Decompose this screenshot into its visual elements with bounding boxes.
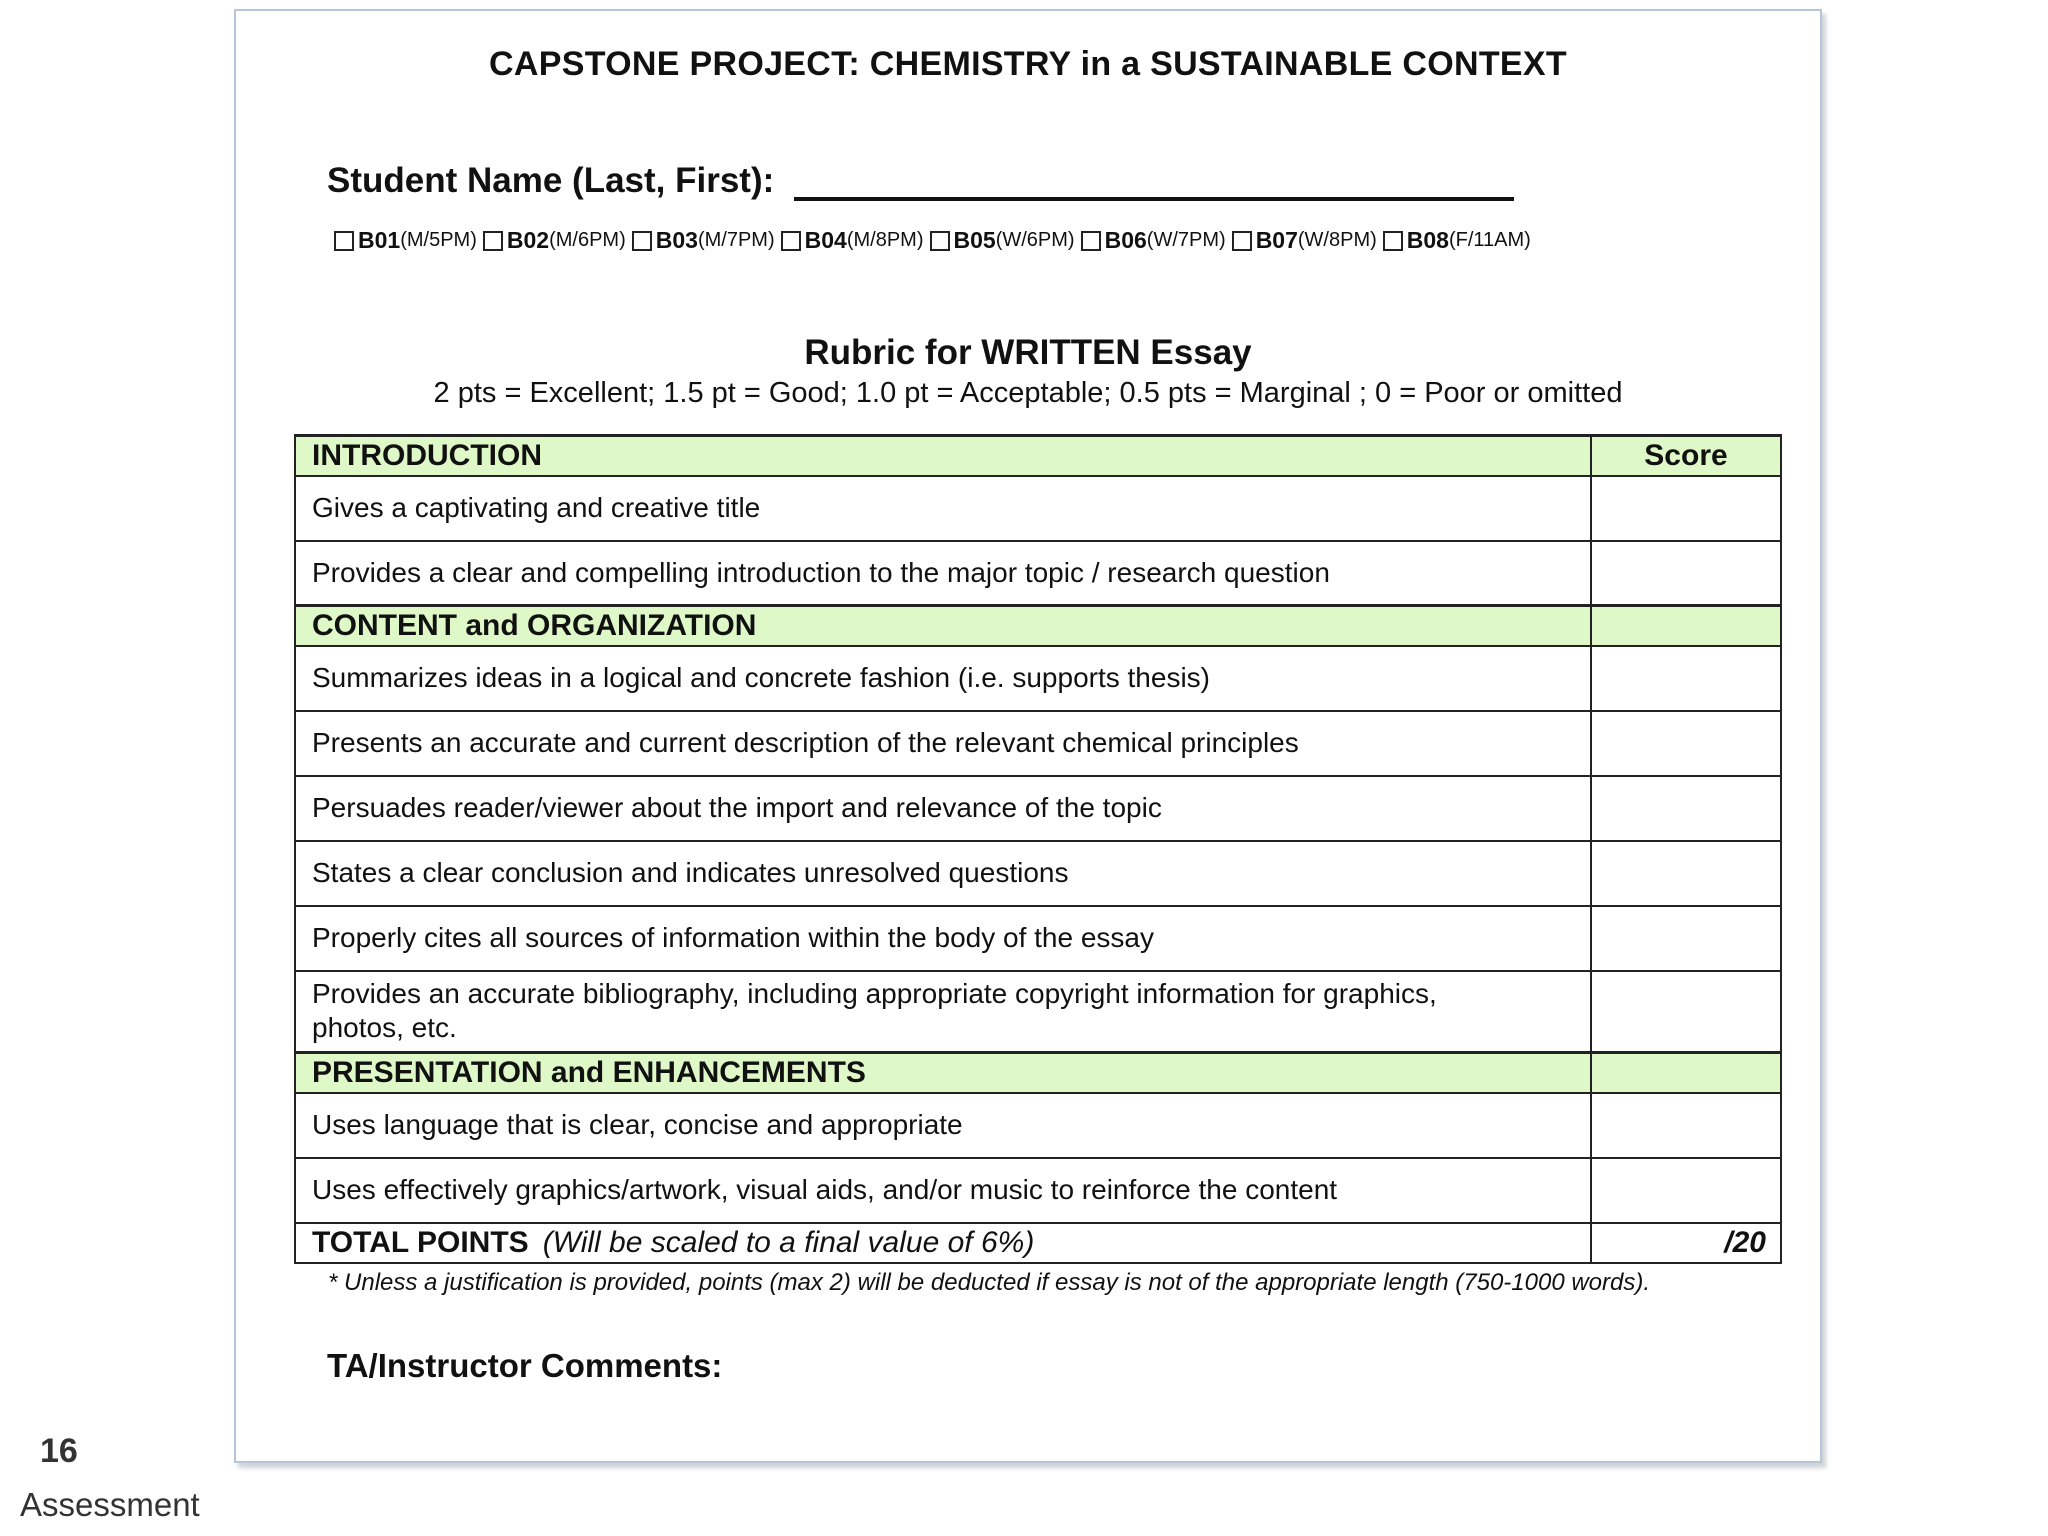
comments-label: TA/Instructor Comments: bbox=[327, 1347, 723, 1384]
rubric-scale: 2 pts = Excellent; 1.5 pt = Good; 1.0 pt = Acceptable; 0.5 pts = Marginal ; 0 = Poor or omitted bbox=[433, 377, 1623, 409]
group-heading: PRESENTATION and ENHANCEMENTS bbox=[295, 1053, 1591, 1093]
checkbox[interactable] bbox=[334, 231, 354, 251]
checkbox[interactable] bbox=[483, 231, 503, 251]
criterion-text: Properly cites all sources of information within the body of the essay bbox=[295, 906, 1591, 971]
table-row bbox=[295, 646, 1781, 711]
score-cell[interactable] bbox=[1591, 646, 1781, 711]
score-cell[interactable] bbox=[1591, 906, 1781, 971]
section-option-b08[interactable]: B08 (F/11AM) bbox=[1383, 227, 1531, 254]
score-cell[interactable] bbox=[1591, 711, 1781, 776]
section-option-b05[interactable]: B05 (W/6PM) bbox=[930, 227, 1075, 254]
document-title: CAPSTONE PROJECT: CHEMISTRY in a SUSTAINABLE CONTEXT bbox=[489, 45, 1567, 83]
section-options bbox=[334, 227, 1537, 254]
rubric-table bbox=[294, 434, 1782, 1264]
score-cell[interactable] bbox=[1591, 476, 1781, 541]
total-label: TOTAL POINTS bbox=[312, 1225, 529, 1259]
criterion-text: Uses language that is clear, concise and appropriate bbox=[295, 1093, 1591, 1158]
checkbox[interactable] bbox=[1232, 231, 1252, 251]
criterion-text: States a clear conclusion and indicates unresolved questions bbox=[295, 841, 1591, 906]
table-row bbox=[295, 971, 1781, 1053]
checkbox[interactable] bbox=[781, 231, 801, 251]
total-note: (Will be scaled to a final value of 6%) bbox=[542, 1225, 1035, 1259]
criterion-text: Gives a captivating and creative title bbox=[295, 476, 1591, 541]
table-row bbox=[295, 776, 1781, 841]
score-cell[interactable] bbox=[1591, 841, 1781, 906]
group-header-row bbox=[295, 1053, 1781, 1093]
group-heading: CONTENT and ORGANIZATION bbox=[295, 606, 1591, 646]
rubric-document bbox=[234, 9, 1822, 1463]
checkbox[interactable] bbox=[1081, 231, 1101, 251]
total-row bbox=[295, 1223, 1781, 1263]
criterion-text: Persuades reader/viewer about the import and relevance of the topic bbox=[295, 776, 1591, 841]
score-header-blank bbox=[1591, 1053, 1781, 1093]
group-header-row bbox=[295, 436, 1781, 476]
rubric-title: Rubric for WRITTEN Essay bbox=[804, 333, 1252, 372]
criterion-text: Presents an accurate and current description of the relevant chemical principles bbox=[295, 711, 1591, 776]
slide-section-label: Assessment bbox=[20, 1486, 200, 1523]
score-cell[interactable] bbox=[1591, 1158, 1781, 1223]
slide-page-number: 16 bbox=[40, 1432, 78, 1470]
score-cell[interactable] bbox=[1591, 971, 1781, 1053]
table-row bbox=[295, 711, 1781, 776]
total-label-cell bbox=[295, 1223, 1591, 1263]
checkbox[interactable] bbox=[930, 231, 950, 251]
group-heading: INTRODUCTION bbox=[295, 436, 1591, 476]
student-name-label: Student Name (Last, First): bbox=[327, 161, 775, 200]
table-row bbox=[295, 1093, 1781, 1158]
table-row bbox=[295, 1158, 1781, 1223]
section-option-b03[interactable]: B03 (M/7PM) bbox=[632, 227, 775, 254]
score-cell[interactable] bbox=[1591, 776, 1781, 841]
criterion-text: Provides an accurate bibliography, including appropriate copyright information for graphics, photos, etc. bbox=[295, 971, 1591, 1053]
section-option-b04[interactable]: B04 (M/8PM) bbox=[781, 227, 924, 254]
student-name-line[interactable] bbox=[794, 161, 1514, 201]
score-header: Score bbox=[1591, 436, 1781, 476]
checkbox[interactable] bbox=[632, 231, 652, 251]
footnote: * Unless a justification is provided, points (max 2) will be deducted if essay is not of the appropriate length (750-1000 words). bbox=[328, 1269, 1651, 1296]
table-row bbox=[295, 541, 1781, 606]
section-option-b01[interactable]: B01 (M/5PM) bbox=[334, 227, 477, 254]
section-option-b02[interactable]: B02 (M/6PM) bbox=[483, 227, 626, 254]
section-option-b06[interactable]: B06 (W/7PM) bbox=[1081, 227, 1226, 254]
score-cell[interactable] bbox=[1591, 1093, 1781, 1158]
table-row bbox=[295, 476, 1781, 541]
criterion-text: Uses effectively graphics/artwork, visual aids, and/or music to reinforce the content bbox=[295, 1158, 1591, 1223]
score-cell[interactable] bbox=[1591, 541, 1781, 606]
checkbox[interactable] bbox=[1383, 231, 1403, 251]
total-score: /20 bbox=[1591, 1223, 1781, 1263]
section-option-b07[interactable]: B07 (W/8PM) bbox=[1232, 227, 1377, 254]
score-header-blank bbox=[1591, 606, 1781, 646]
group-header-row bbox=[295, 606, 1781, 646]
table-row bbox=[295, 841, 1781, 906]
table-row bbox=[295, 906, 1781, 971]
student-name-row bbox=[327, 161, 1514, 201]
criterion-text: Provides a clear and compelling introduction to the major topic / research question bbox=[295, 541, 1591, 606]
criterion-text: Summarizes ideas in a logical and concrete fashion (i.e. supports thesis) bbox=[295, 646, 1591, 711]
